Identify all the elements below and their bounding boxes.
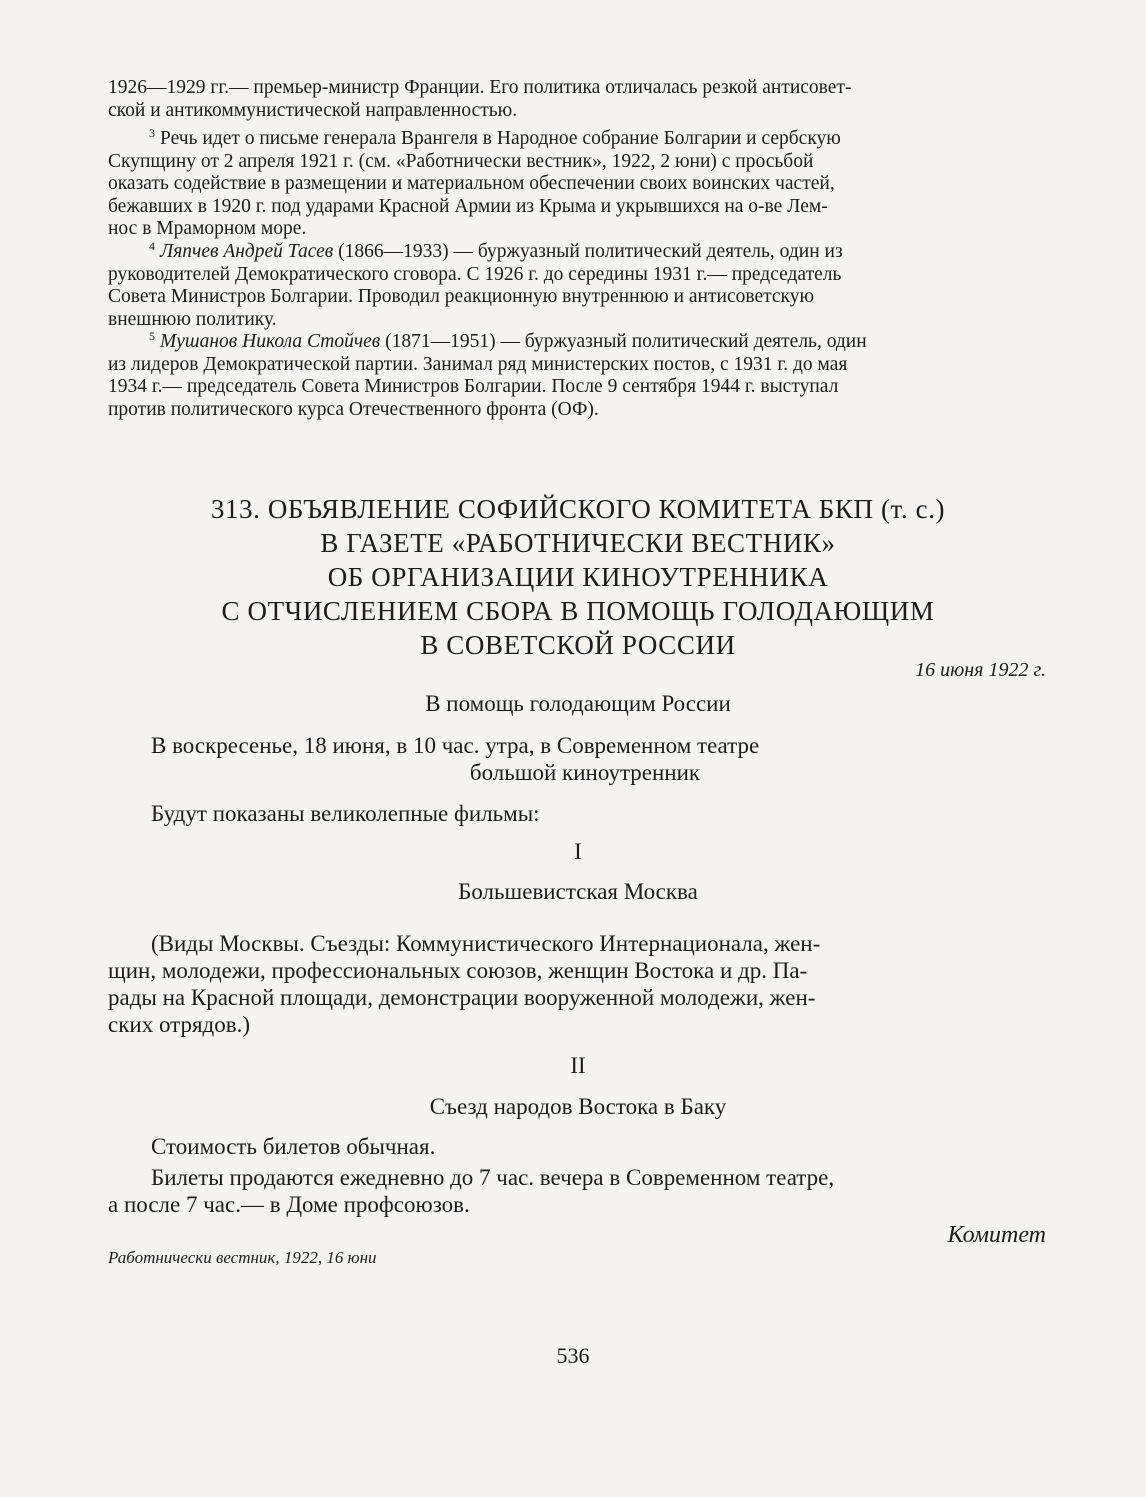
footnote-number: 5 [149, 329, 155, 343]
footnote-line: бежавших в 1920 г. под ударами Красной Армии из Крыма и укрывшихся на о-ве Лем- [108, 195, 828, 217]
footnote-line: Совета Министров Болгарии. Проводил реакционную внутреннюю и антисоветскую [108, 286, 815, 307]
document-title [108, 492, 1048, 662]
film-2-title: Съезд народов Востока в Баку [429, 1094, 727, 1119]
description-line: (Виды Москвы. Съезды: Коммунистического Интернационала, жен- [151, 931, 821, 956]
footnote-line: ской и антикоммунистической направленностью. [108, 99, 518, 121]
announcement-block [108, 732, 1048, 786]
footnote-line: Скупщину от 2 апреля 1921 г. (см. «Работнически вестник», 1922, 2 юни) с просьбой [108, 150, 814, 172]
footnote-line: нос в Мраморном море. [108, 218, 307, 239]
document-date: 16 июня 1922 г. [915, 659, 1046, 681]
film-1-description [108, 930, 1048, 1038]
ticket-sales [108, 1164, 1048, 1218]
signature: Комитет [947, 1222, 1046, 1248]
announcement-line: большой киноутренник [469, 760, 701, 785]
footnote-line: внешнюю политику. [108, 308, 277, 330]
footnote-line: руководителей Демократического сговора. С 1926 г. до середины 1931 г.— председатель [108, 263, 842, 285]
footnote-line: оказать содействие в размещении и материальном обеспечении своих воинских частей, [108, 173, 835, 194]
footnote-2-continuation [108, 77, 1048, 122]
announcement-heading: В помощь голодающим России [425, 691, 731, 716]
film-2-number: II [570, 1053, 586, 1078]
description-line: рады на Красной площади, демонстрации вооруженной молодежи, жен- [108, 985, 816, 1010]
footnote-line: из лидеров Демократической партии. Занимал ряд министерских постов, с 1931 г. до мая [108, 353, 848, 375]
title-line: ОБ ОРГАНИЗАЦИИ КИНОУТРЕННИКА [327, 562, 829, 592]
footnote-5 [108, 325, 1048, 421]
description-line: ских отрядов.) [108, 1012, 251, 1037]
title-line: В ГАЗЕТЕ «РАБОТНИЧЕСКИ ВЕСТНИК» [320, 528, 836, 558]
footnote-4 [108, 235, 1048, 331]
films-intro: Будут показаны великолепные фильмы: [151, 801, 540, 826]
sales-line: Билеты продаются ежедневно до 7 час. вечера в Современном театре, [151, 1165, 835, 1190]
film-1-title: Большевистская Москва [458, 879, 698, 904]
sales-line: а после 7 час.— в Доме профсоюзов. [108, 1192, 470, 1217]
title-line: 313. ОБЪЯВЛЕНИЕ СОФИЙСКОГО КОМИТЕТА БКП (т. с.) [210, 494, 946, 524]
film-1-number: I [574, 839, 582, 864]
footnote-line: (1871—1951) — буржуазный политический деятель, один [380, 331, 867, 352]
source-citation: Работнически вестник, 1922, 16 юни [108, 1248, 377, 1267]
footnote-3 [108, 122, 1048, 241]
person-name: Мушанов Никола Стойчев [160, 331, 381, 352]
title-line: В СОВЕТСКОЙ РОССИИ [420, 630, 736, 660]
title-line: С ОТЧИСЛЕНИЕМ СБОРА В ПОМОЩЬ ГОЛОДАЮЩИМ [221, 596, 935, 626]
person-name: Ляпчев Андрей Тасев [160, 241, 334, 262]
footnote-number: 3 [149, 126, 155, 140]
announcement-line: В воскресенье, 18 июня, в 10 час. утра, в Современном театре [151, 733, 760, 758]
ticket-price: Стоимость билетов обычная. [151, 1134, 436, 1159]
footnote-line: против политического курса Отечественного фронта (ОФ). [108, 398, 599, 420]
footnote-number: 4 [149, 239, 155, 253]
page-number: 536 [556, 1343, 590, 1368]
footnote-line: Речь идет о письме генерала Врангеля в Народное собрание Болгарии и сербскую [160, 128, 841, 149]
footnote-line: 1934 г.— председатель Совета Министров Болгарии. После 9 сентября 1944 г. выступал [108, 376, 839, 397]
footnote-line: 1926—1929 гг.— премьер-министр Франции. Его политика отличалась резкой антисовет- [108, 77, 852, 98]
footnote-line: (1866—1933) — буржуазный политический деятель, один из [333, 241, 843, 262]
description-line: щин, молодежи, профессиональных союзов, женщин Востока и др. Па- [108, 958, 808, 983]
